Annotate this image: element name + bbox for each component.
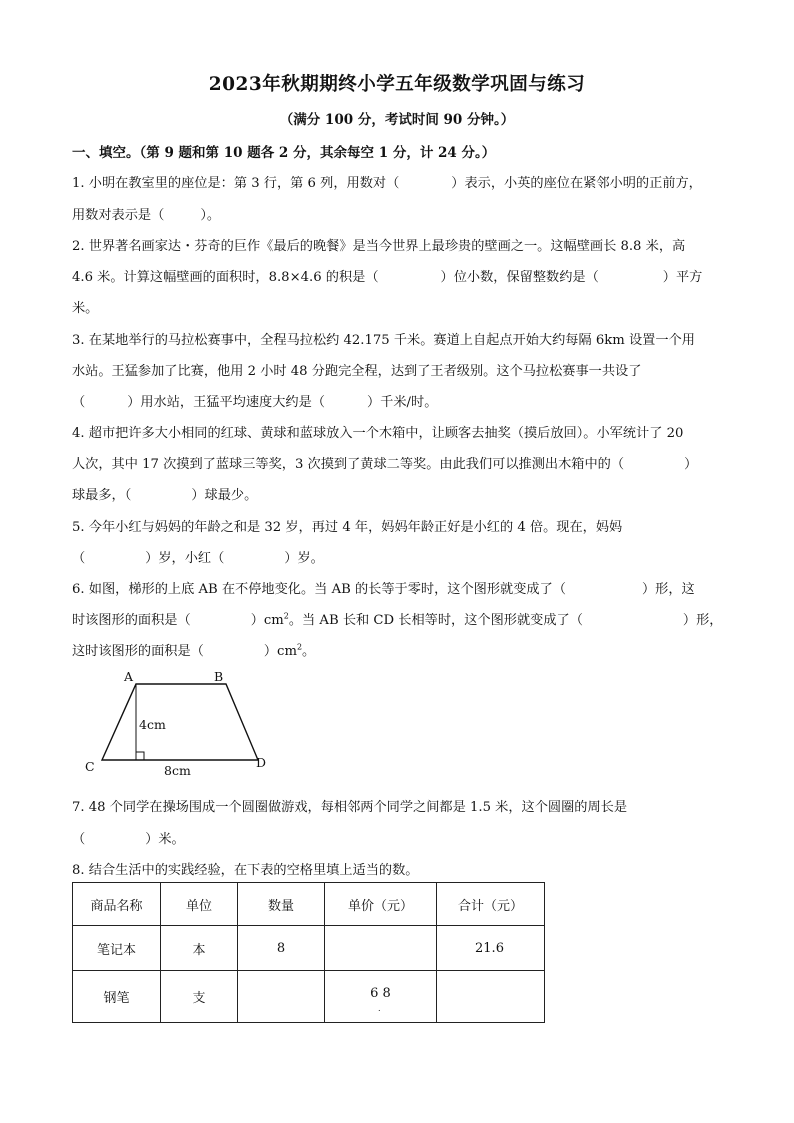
q3-text-a: （ [72, 395, 86, 410]
table-row [73, 971, 545, 1023]
question-2-line-3: 米。 [72, 301, 99, 316]
question-1-line-2 [72, 204, 220, 223]
cell-price-blank[interactable] [325, 926, 437, 971]
vertex-a-label: A [124, 669, 134, 684]
q3-text-b: ）用水站，王猛平均速度大约是（ [127, 395, 325, 410]
base-label: 8cm [164, 763, 191, 778]
q5-text-c: ）岁。 [284, 551, 324, 566]
cell-name: 钢笔 [73, 971, 161, 1023]
q4-text-b: ） [684, 457, 698, 472]
question-5-line-1: 5. 今年小红与妈妈的年龄之和是 32 岁，再过 4 年，妈妈年龄正好是小红的 4 倍。现在，妈妈 [72, 520, 623, 535]
cell-qty: 8 [238, 926, 325, 971]
question-4-line-2 [72, 453, 697, 472]
question-3-line-1: 3. 在某地举行的马拉松赛事中，全程马拉松约 42.175 千米。赛道上自起点开始大约每隔 6km 设置一个用 [72, 333, 695, 348]
question-4-line-3 [72, 484, 257, 503]
cell-total [437, 926, 545, 971]
question-6-line-1 [72, 578, 695, 597]
q2-text-c: ）平方 [662, 270, 703, 285]
q1-text-a: 1. 小明在教室里的座位是：第 3 行，第 6 列，用数对（ [72, 176, 400, 191]
cell-unit: 本 [161, 926, 238, 971]
q6-text-e: 。当 AB 长和 CD 长相等时，这个图形就变成了（ [288, 613, 583, 628]
cell-price-text: 6 8 [370, 986, 391, 1001]
header-cell: 单位 [161, 883, 238, 926]
q1-text-b: ）表示，小英的座位在紧邻小明的正前方， [451, 176, 702, 191]
q6-text-b: ）形，这 [641, 582, 695, 597]
cell-total-blank[interactable] [437, 971, 545, 1023]
height-label: 4cm [139, 717, 166, 732]
q6-text-f: ）形， [682, 613, 723, 628]
q2-text-a: 4.6 米。计算这幅壁画的面积时，8.8×4.6 的积是（ [72, 270, 379, 285]
q4-text-a: 人次，其中 17 次摸到了蓝球三等奖，3 次摸到了黄球二等奖。由此我们可以推测出木箱中的（ [72, 457, 625, 472]
q5-text-b: ）岁，小红（ [145, 551, 225, 566]
vertex-d-label: D [256, 755, 267, 770]
cell-name: 笔记本 [73, 926, 161, 971]
trapezoid-figure [76, 668, 286, 780]
question-6-line-2 [72, 609, 722, 628]
superscript-2: 2 [283, 611, 289, 621]
cell-unit: 支 [161, 971, 238, 1023]
q6-text-end: 。 [302, 644, 316, 659]
question-8-line-1: 8. 结合生活中的实践经验，在下表的空格里填上适当的数。 [72, 863, 419, 878]
q5-text-a: （ [72, 551, 86, 566]
question-1-line-1 [72, 172, 702, 191]
question-2-line-2 [72, 266, 702, 285]
q6-text-g: 这时该图形的面积是（ [72, 644, 204, 659]
exam-subtitle: （满分 100 分，考试时间 90 分钟。） [279, 112, 515, 128]
q7-text-a: （ [72, 832, 86, 847]
q2-text-b: ）位小数，保留整数约是（ [440, 270, 599, 285]
q7-text-b: ）米。 [145, 832, 185, 847]
table-row [73, 926, 545, 971]
decimal-point-mark: . [378, 1004, 381, 1013]
header-cell: 商品名称 [73, 883, 161, 926]
question-3-line-3 [72, 391, 437, 410]
trapezoid-svg [76, 668, 286, 780]
q4-text-d: ）球最少。 [191, 488, 258, 503]
goods-table [72, 882, 545, 1023]
q6-text-c: 时该图形的面积是（ [72, 613, 191, 628]
question-2-line-1: 2. 世界著名画家达・芬奇的巨作《最后的晚餐》是当今世界上最珍贵的壁画之一。这幅壁画长 8.8 米，高 [72, 239, 686, 254]
q4-text-c: 球最多，（ [72, 488, 132, 503]
q1-text-d: ）。 [200, 208, 221, 223]
header-cell: 合计（元） [437, 883, 545, 926]
q6-text-h: ）cm [263, 644, 297, 659]
question-7-line-1: 7. 48 个同学在操场围成一个圆圈做游戏，每相邻两个同学之间都是 1.5 米，这个圆圈的周长是 [72, 800, 628, 815]
q1-text-c: 用数对表示是（ [72, 208, 165, 223]
right-angle-mark [136, 752, 144, 760]
cell-total-text: 21.6 [475, 940, 504, 956]
trapezoid-shape [102, 684, 258, 760]
q6-text-d: ）cm [250, 613, 284, 628]
header-cell: 数量 [238, 883, 325, 926]
table-header-row [73, 883, 545, 926]
vertex-c-label: C [85, 759, 95, 774]
vertex-b-label: B [214, 669, 224, 684]
question-5-line-2 [72, 547, 324, 566]
question-7-line-2 [72, 828, 185, 847]
cell-qty-blank[interactable] [238, 971, 325, 1023]
question-3-line-2: 水站。王猛参加了比赛，他用 2 小时 48 分跑完全程，达到了王者级别。这个马拉松赛事一共设了 [72, 364, 642, 379]
section-heading: 一、填空。（第 9 题和第 10 题各 2 分，其余每空 1 分，计 24 分。） [72, 145, 496, 161]
q3-text-c: ）千米/时。 [367, 395, 438, 410]
cell-price [325, 971, 437, 1023]
question-4-line-1: 4. 超市把许多大小相同的红球、黄球和蓝球放入一个木箱中，让顾客去抽奖（摸后放回）。小军统计了 20 [72, 426, 684, 441]
q6-text-a: 6. 如图，梯形的上底 AB 在不停地变化。当 AB 的长等于零时，这个图形就变成了（ [72, 582, 566, 597]
superscript-2: 2 [296, 642, 303, 652]
question-6-line-3 [72, 640, 315, 659]
page-title: 2023年秋期期终小学五年级数学巩固与练习 [208, 74, 586, 95]
header-cell: 单价（元） [325, 883, 437, 926]
